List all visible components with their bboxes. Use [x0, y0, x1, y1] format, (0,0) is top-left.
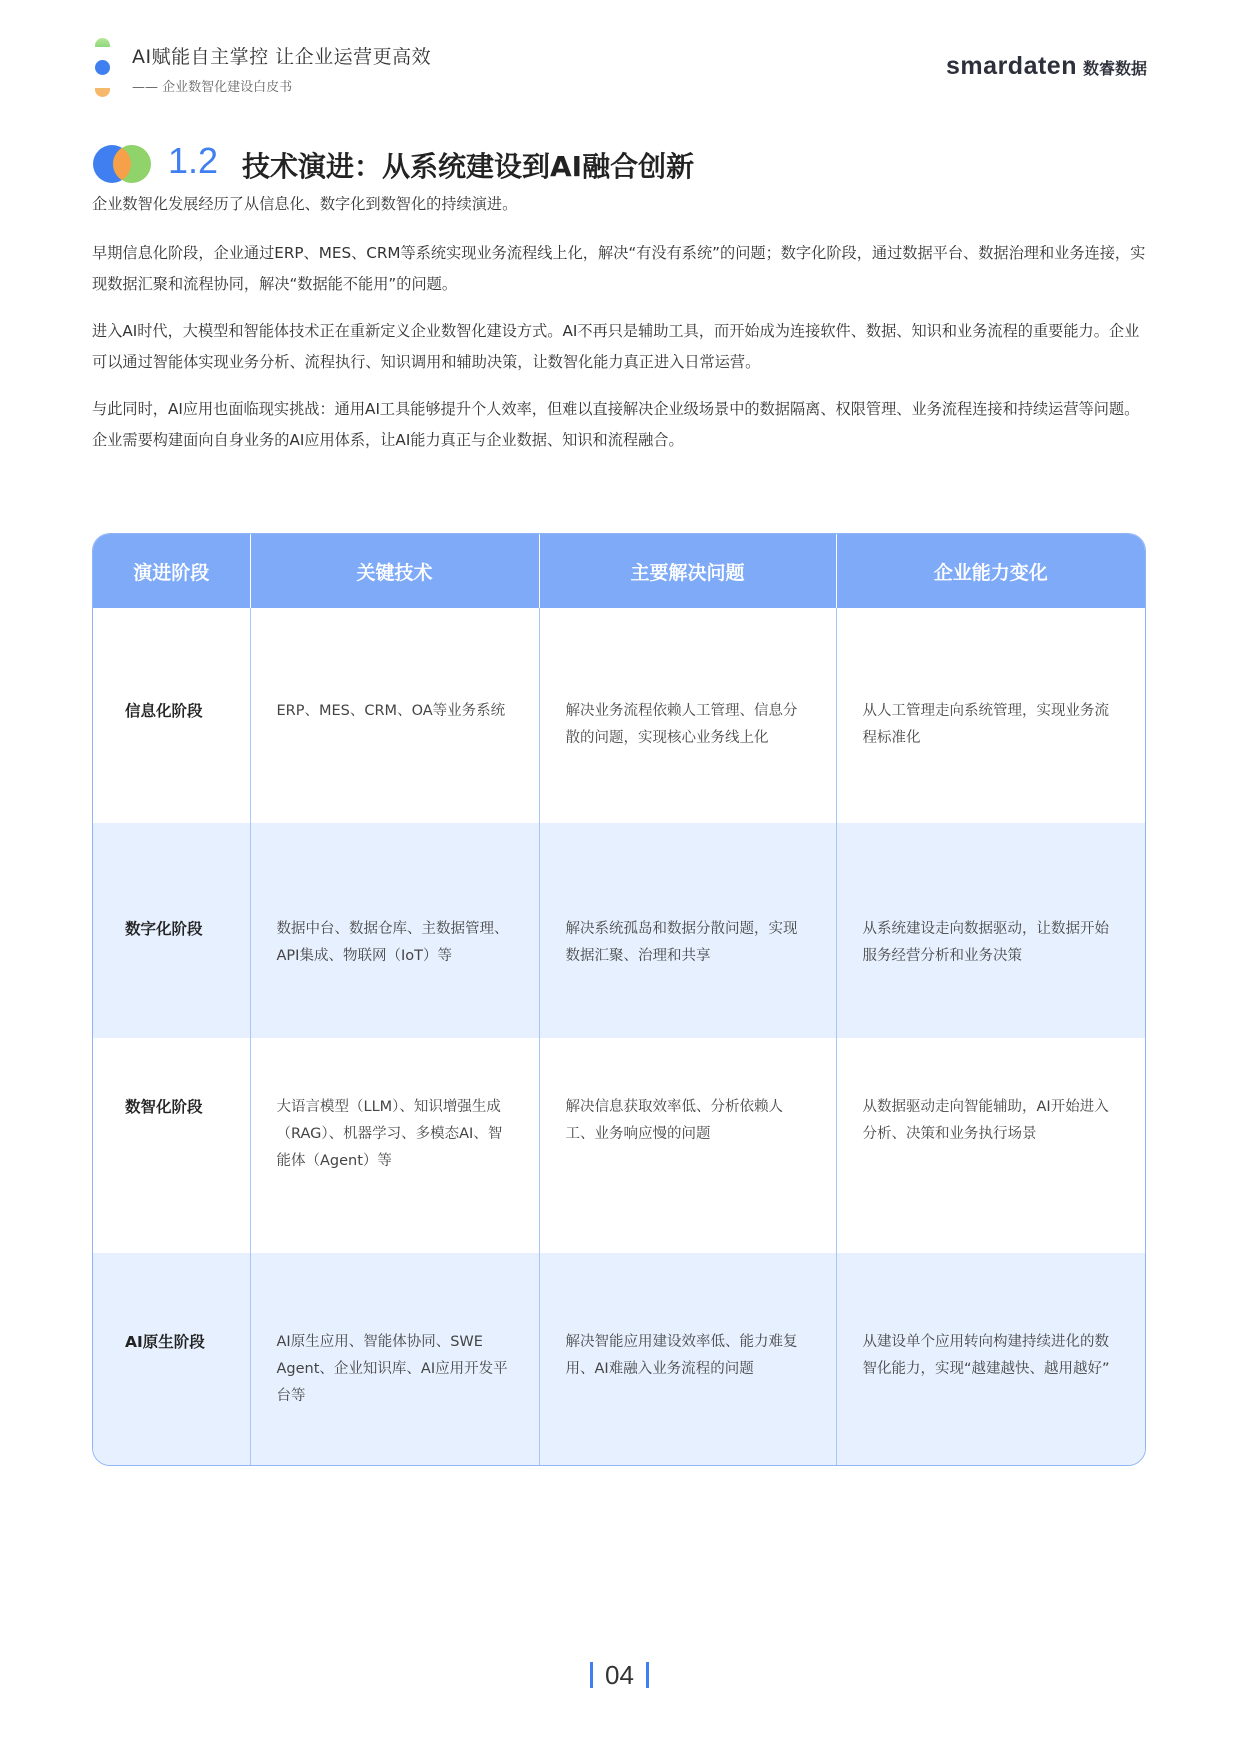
- divider-bar: [646, 1662, 649, 1688]
- capability-cell: 从系统建设走向数据驱动，让数据开始服务经营分析和业务决策: [862, 921, 1109, 964]
- brand-logo-text: smardaten: [946, 52, 1077, 80]
- stage-cell: 信息化阶段: [125, 702, 203, 720]
- table-row: [93, 1253, 1145, 1465]
- header-subtitle: —— 企业数智化建设白皮书: [132, 80, 293, 95]
- technology-cell: 大语言模型（LLM）、知识增强生成（RAG）、机器学习、多模态AI、智能体（Agent）等: [276, 1099, 503, 1169]
- brand-name-cn: 数睿数据: [1082, 59, 1147, 78]
- section-number: 1.2: [168, 140, 219, 181]
- problem-cell: 解决业务流程依赖人工管理、信息分散的问题，实现核心业务线上化: [565, 703, 798, 746]
- section-title: 技术演进：从系统建设到AI融合创新: [242, 150, 695, 183]
- page-number: 04: [605, 1660, 634, 1690]
- table-row: [93, 823, 1145, 1038]
- problem-cell: 解决系统孤岛和数据分散问题，实现数据汇聚、治理和共享: [565, 921, 798, 964]
- technology-cell: ERP、MES、CRM、OA等业务系统: [276, 703, 506, 719]
- problem-cell: 解决智能应用建设效率低、能力难复用、AI难融入业务流程的问题: [565, 1334, 798, 1377]
- table-row: [93, 1038, 1145, 1253]
- paragraph-early-stage: 早期信息化阶段，企业通过ERP、MES、CRM等系统实现业务流程线上化，解决“有没有系统”的问题；数字化阶段，通过数据平台、数据治理和业务连接，实现数据汇聚和流程协同，解决“数据能不能用”的问题。: [92, 244, 1146, 293]
- capability-cell: 从人工管理走向系统管理，实现业务流程标准化: [862, 703, 1109, 746]
- technology-cell: AI原生应用、智能体协同、SWE Agent、企业知识库、AI应用开发平台等: [276, 1334, 508, 1404]
- column-header-problems: 主要解决问题: [539, 534, 836, 608]
- decorative-dots-icon: [92, 38, 112, 98]
- paragraph-ai-era: 进入AI时代，大模型和智能体技术正在重新定义企业数智化建设方式。AI不再只是辅助工具，而开始成为连接软件、数据、知识和业务流程的重要能力。企业可以通过智能体实现业务分析、流程执行、知识调用和辅助决策，让数智化能力真正进入日常运营。: [92, 322, 1140, 371]
- paragraph-intro: 企业数智化发展经历了从信息化、数字化到数智化的持续演进。: [92, 195, 518, 213]
- divider-bar: [590, 1662, 593, 1688]
- stage-cell: 数智化阶段: [125, 1098, 203, 1116]
- technology-cell: 数据中台、数据仓库、主数据管理、API集成、物联网（IoT）等: [276, 921, 509, 964]
- brand-logo: [946, 52, 1147, 81]
- paragraph-challenges: 与此同时，AI应用也面临现实挑战：通用AI工具能够提升个人效率，但难以直接解决企业级场景中的数据隔离、权限管理、业务流程连接和持续运营等问题。企业需要构建面向自身业务的AI应用体系，让AI能力真正与企业数据、知识和流程融合。: [92, 400, 1140, 449]
- overlapping-circles-icon: [92, 144, 154, 184]
- capability-cell: 从建设单个应用转向构建持续进化的数智化能力，实现“越建越快、越用越好”: [862, 1334, 1110, 1377]
- problem-cell: 解决信息获取效率低、分析依赖人工、业务响应慢的问题: [565, 1099, 783, 1142]
- page-number-footer: [0, 1660, 1239, 1691]
- evolution-table: [92, 533, 1146, 1466]
- column-header-technology: 关键技术: [250, 534, 539, 608]
- page-header: [92, 38, 1147, 98]
- column-header-stage: 演进阶段: [93, 534, 250, 608]
- stage-cell: AI原生阶段: [125, 1333, 205, 1351]
- capability-cell: 从数据驱动走向智能辅助，AI开始进入分析、决策和业务执行场景: [862, 1099, 1109, 1142]
- header-title: AI赋能自主掌控 让企业运营更高效: [132, 46, 432, 68]
- table-header-row: [93, 534, 1145, 608]
- column-header-capability: 企业能力变化: [836, 534, 1145, 608]
- table-row: [93, 608, 1145, 823]
- stage-cell: 数字化阶段: [125, 920, 203, 938]
